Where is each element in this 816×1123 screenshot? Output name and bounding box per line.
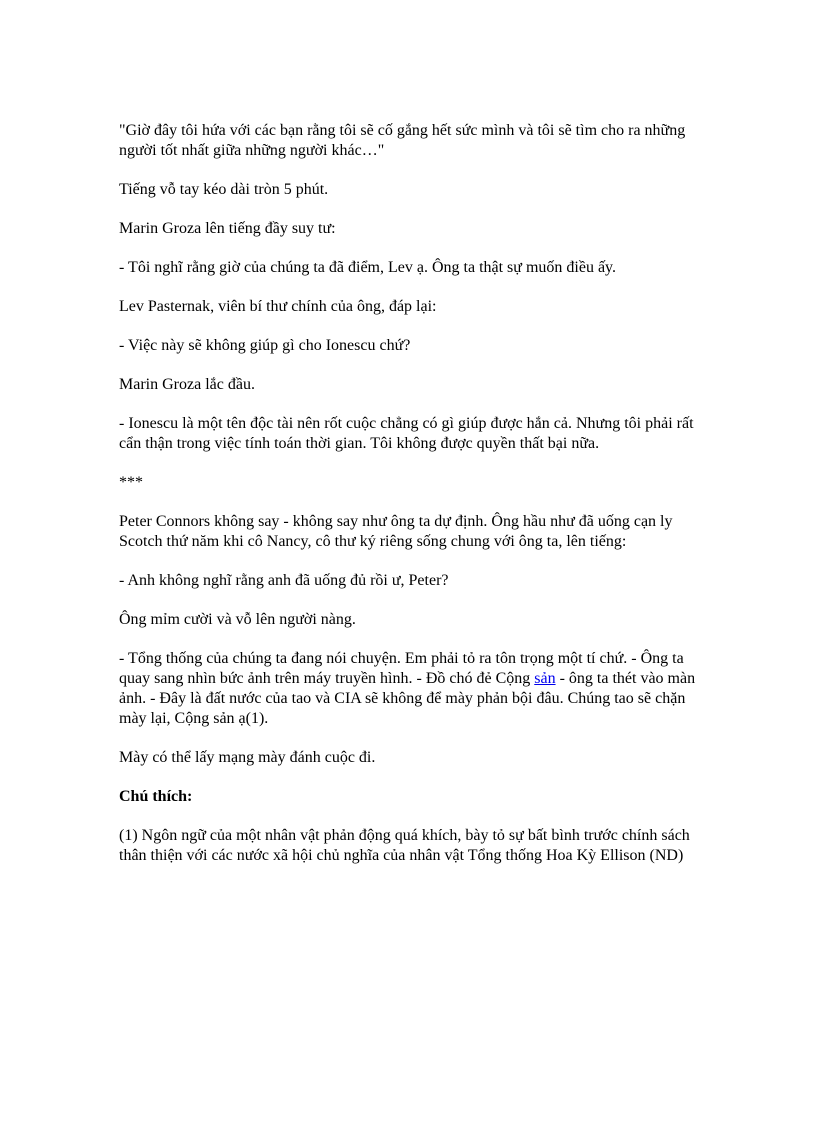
paragraph-groza-speaks: Marin Groza lên tiếng đầy suy tư: bbox=[119, 220, 336, 237]
paragraph-closing: Mày có thể lấy mạng mày đánh cuộc đi. bbox=[119, 749, 376, 766]
paragraph-president-speaking bbox=[119, 649, 699, 729]
footnote-heading: Chú thích: bbox=[119, 788, 193, 805]
paragraph-groza-line: - Tôi nghĩ rằng giờ của chúng ta đã điểm, Lev ạ. Ông ta thật sự muốn điều ấy. bbox=[119, 259, 617, 276]
document-body bbox=[119, 121, 699, 885]
paragraph-pasternak-replies: Lev Pasternak, viên bí thư chính của ông, đáp lại: bbox=[119, 298, 437, 315]
paragraph-groza-shakes-head: Marin Groza lắc đầu. bbox=[119, 376, 255, 393]
paragraph-connors: Peter Connors không say - không say như ông ta dự định. Ông hầu như đã uống cạn ly Scotch thứ năm khi cô Nancy, cô thư ký riêng sống chung với ông ta, lên tiếng: bbox=[119, 513, 673, 550]
footnote-text: (1) Ngôn ngữ của một nhân vật phản động quá khích, bày tỏ sự bất bình trước chính sách thân thiện với các nước xã hội chủ nghĩa của nhân vật Tổng thống Hoa Kỳ Ellison (ND) bbox=[119, 827, 690, 864]
paragraph-pasternak-line: - Việc này sẽ không giúp gì cho Ionescu chứ? bbox=[119, 337, 411, 354]
paragraph-text-after-link: - ông ta thét vào màn ảnh. - Đây là đất nước của tao và CIA sẽ không để mày phản bội đâu. Chúng tao sẽ chặn mày lại, Cộng sản ạ(1). bbox=[119, 670, 696, 727]
paragraph-applause: Tiếng vỗ tay kéo dài tròn 5 phút. bbox=[119, 181, 329, 198]
paragraph-ionescu: - Ionescu là một tên độc tài nên rốt cuộc chẳng có gì giúp được hắn cả. Nhưng tôi phải rất cẩn thận trong việc tính toán thời gian. Tôi không được quyền thất bại nữa. bbox=[119, 415, 694, 452]
paragraph-promise: "Giờ đây tôi hứa với các bạn rằng tôi sẽ cố gắng hết sức mình và tôi sẽ tìm cho ra những người tốt nhất giữa những người khác…" bbox=[119, 122, 686, 159]
section-separator: *** bbox=[119, 474, 143, 491]
link-san[interactable]: sản bbox=[534, 670, 556, 687]
paragraph-smile: Ông mỉm cười và vỗ lên người nàng. bbox=[119, 611, 356, 628]
paragraph-nancy-line: - Anh không nghĩ rằng anh đã uống đủ rồi ư, Peter? bbox=[119, 572, 449, 589]
paragraph-text-before-link: - Tổng thống của chúng ta đang nói chuyện. Em phải tỏ ra tôn trọng một tí chứ. - Ông ta quay sang nhìn bức ảnh trên máy truyền hình. - Đồ chó đẻ Cộng bbox=[119, 650, 684, 687]
